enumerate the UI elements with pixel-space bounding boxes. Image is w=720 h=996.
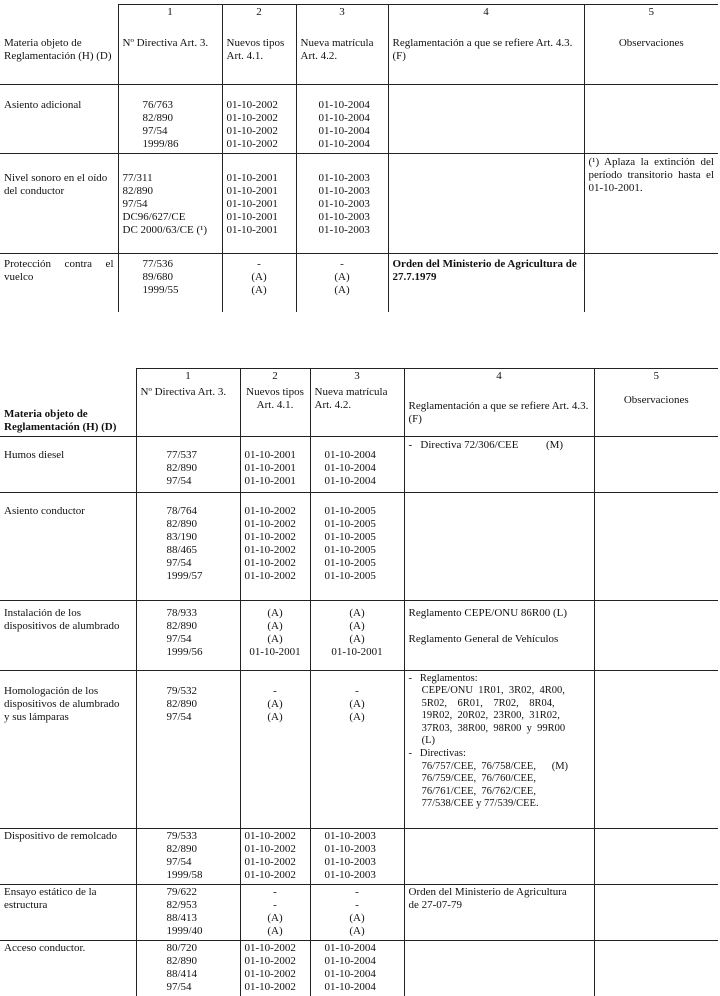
header-materia: Materia objeto de Reglamentación (H) (D) — [0, 384, 136, 436]
materia-cell: Nivel sonoro en el oído del conductor — [0, 154, 118, 254]
nuevos-cell: 01-10-2001 01-10-2001 01-10-2001 — [240, 436, 310, 492]
matricula-cell: 01-10-2003 01-10-2003 01-10-2003 01-10-2003 01-10-2003 — [296, 154, 388, 254]
materia-cell: Acceso conductor. — [0, 940, 136, 996]
table-row — [0, 154, 718, 254]
nuevos-cell: 01-10-2002 01-10-2002 01-10-2002 01-10-2002 — [240, 828, 310, 884]
observaciones-cell — [594, 884, 718, 940]
materia-cell: Instalación de los dispositivos de alumbrado — [0, 600, 136, 670]
table-row — [0, 884, 718, 940]
materia-cell: Homologación de los dispositivos de alumbrado y sus lámparas — [0, 670, 136, 828]
header-nuevos-tipos: Nuevos tipos Art. 4.1. — [240, 384, 310, 436]
table-row — [0, 828, 718, 884]
directiva-cell: 80/720 82/890 88/414 97/54 — [136, 940, 240, 996]
col-number-2: 2 — [240, 369, 310, 385]
matricula-cell: 01-10-2004 01-10-2004 01-10-2004 — [310, 436, 404, 492]
column-number-row — [0, 5, 718, 35]
observaciones-cell — [584, 85, 718, 154]
reglamentacion-cell — [404, 828, 594, 884]
observaciones-cell — [594, 940, 718, 996]
header-nuevos-tipos: Nuevos tipos Art. 4.1. — [222, 35, 296, 85]
header-reglamentacion: Reglamentación a que se refiere Art. 4.3. (F) — [388, 35, 584, 85]
empty-cell — [0, 5, 118, 35]
table-row — [0, 670, 718, 828]
table-row — [0, 940, 718, 996]
reglamentacion-cell — [388, 85, 584, 154]
observaciones-note: (¹) Aplaza la extinción del período transitorio hasta el 01-10-2001. — [584, 154, 718, 254]
matricula-cell: - - (A) (A) — [310, 884, 404, 940]
col-number-3: 3 — [310, 369, 404, 385]
observaciones-cell — [594, 828, 718, 884]
table-row — [0, 492, 718, 600]
nuevos-cell: 01-10-2002 01-10-2002 01-10-2002 01-10-2002 01-10-2002 01-10-2002 — [240, 492, 310, 600]
directiva-cell: 77/536 89/680 1999/55 — [118, 254, 222, 312]
matricula-cell: 01-10-2004 01-10-2004 01-10-2004 01-10-2004 — [296, 85, 388, 154]
col-number-4: 4 — [404, 369, 594, 385]
table-row — [0, 600, 718, 670]
regulation-table-1 — [0, 4, 718, 312]
header-observaciones: Observaciones — [584, 35, 718, 85]
matricula-cell: (A) (A) (A) 01-10-2001 — [310, 600, 404, 670]
matricula-cell: 01-10-2003 01-10-2003 01-10-2003 01-10-2003 — [310, 828, 404, 884]
header-directiva: Nº Directiva Art. 3. — [136, 384, 240, 436]
table-row — [0, 254, 718, 312]
empty-cell — [0, 369, 136, 385]
col-number-1: 1 — [118, 5, 222, 35]
observaciones-cell — [594, 670, 718, 828]
nuevos-cell: 01-10-2002 01-10-2002 01-10-2002 01-10-2002 — [240, 940, 310, 996]
materia-cell: Ensayo estático de la estructura — [0, 884, 136, 940]
materia-cell: Humos diesel — [0, 436, 136, 492]
directiva-cell: 77/311 82/890 97/54 DC96/627/CE DC 2000/63/CE (¹) — [118, 154, 222, 254]
reglamentacion-cell: Orden del Ministerio de Agricultura de 27-07-79 — [404, 884, 594, 940]
directiva-cell: 78/933 82/890 97/54 1999/56 — [136, 600, 240, 670]
reglamentacion-cell — [404, 940, 594, 996]
header-nueva-matricula: Nueva matrícula Art. 4.2. — [310, 384, 404, 436]
reglamentacion-cell: - Directiva 72/306/CEE (M) — [404, 436, 594, 492]
directiva-cell: 79/533 82/890 97/54 1999/58 — [136, 828, 240, 884]
directiva-cell: 78/764 82/890 83/190 88/465 97/54 1999/57 — [136, 492, 240, 600]
observaciones-cell — [594, 600, 718, 670]
matricula-cell: - (A) (A) — [310, 670, 404, 828]
regulation-table-2 — [0, 368, 718, 996]
header-directiva: Nº Directiva Art. 3. — [118, 35, 222, 85]
reglamentacion-cell: Reglamento CEPE/ONU 86R00 (L) Reglamento General de Vehículos — [404, 600, 594, 670]
materia-cell: Protección contra el vuelco — [0, 254, 118, 312]
nuevos-cell: (A) (A) (A) 01-10-2001 — [240, 600, 310, 670]
observaciones-cell — [594, 492, 718, 600]
directiva-cell: 76/763 82/890 97/54 1999/86 — [118, 85, 222, 154]
materia-cell: Dispositivo de remolcado — [0, 828, 136, 884]
col-number-5: 5 — [584, 5, 718, 35]
matricula-cell: 01-10-2004 01-10-2004 01-10-2004 01-10-2004 — [310, 940, 404, 996]
nuevos-cell: 01-10-2002 01-10-2002 01-10-2002 01-10-2002 — [222, 85, 296, 154]
col-number-5: 5 — [594, 369, 718, 385]
nuevos-cell: 01-10-2001 01-10-2001 01-10-2001 01-10-2001 01-10-2001 — [222, 154, 296, 254]
nuevos-cell: - - (A) (A) — [240, 884, 310, 940]
table-row — [0, 436, 718, 492]
directiva-cell: 79/532 82/890 97/54 — [136, 670, 240, 828]
col-number-1: 1 — [136, 369, 240, 385]
reglamentacion-cell: - Reglamentos: CEPE/ONU 1R01, 3R02, 4R00, 5R02, 6R01, 7R02, 8R04, 19R02, 20R02, 23R00, 31R02, 37R03, 38R00, 98R00 y 99R00 (L) - Directivas: 76/757/CEE, 76/758/CEE, (M) 76/759/CEE, 76/760/CEE, 76/761/CEE, 76/762/CEE, 77/538/CEE y 77/539/CEE. — [404, 670, 594, 828]
col-number-2: 2 — [222, 5, 296, 35]
directiva-cell: 79/622 82/953 88/413 1999/40 — [136, 884, 240, 940]
directiva-cell: 77/537 82/890 97/54 — [136, 436, 240, 492]
header-row — [0, 384, 718, 436]
observaciones-cell — [584, 254, 718, 312]
materia-cell: Asiento conductor — [0, 492, 136, 600]
header-row — [0, 35, 718, 85]
column-number-row — [0, 369, 718, 385]
reglamentacion-cell — [404, 492, 594, 600]
matricula-cell: - (A) (A) — [296, 254, 388, 312]
col-number-3: 3 — [296, 5, 388, 35]
table-row — [0, 85, 718, 154]
observaciones-cell — [594, 436, 718, 492]
nuevos-cell: - (A) (A) — [222, 254, 296, 312]
header-observaciones: Observaciones — [594, 384, 718, 436]
reglamentacion-cell: Orden del Ministerio de Agricultura de 27.7.1979 — [388, 254, 584, 312]
header-materia: Materia objeto de Reglamentación (H) (D) — [0, 35, 118, 85]
nuevos-cell: - (A) (A) — [240, 670, 310, 828]
col-number-4: 4 — [388, 5, 584, 35]
matricula-cell: 01-10-2005 01-10-2005 01-10-2005 01-10-2005 01-10-2005 01-10-2005 — [310, 492, 404, 600]
header-nueva-matricula: Nueva matrícula Art. 4.2. — [296, 35, 388, 85]
materia-cell: Asiento adicional — [0, 85, 118, 154]
reglamentacion-cell — [388, 154, 584, 254]
header-reglamentacion: Reglamentación a que se refiere Art. 4.3. (F) — [404, 384, 594, 436]
